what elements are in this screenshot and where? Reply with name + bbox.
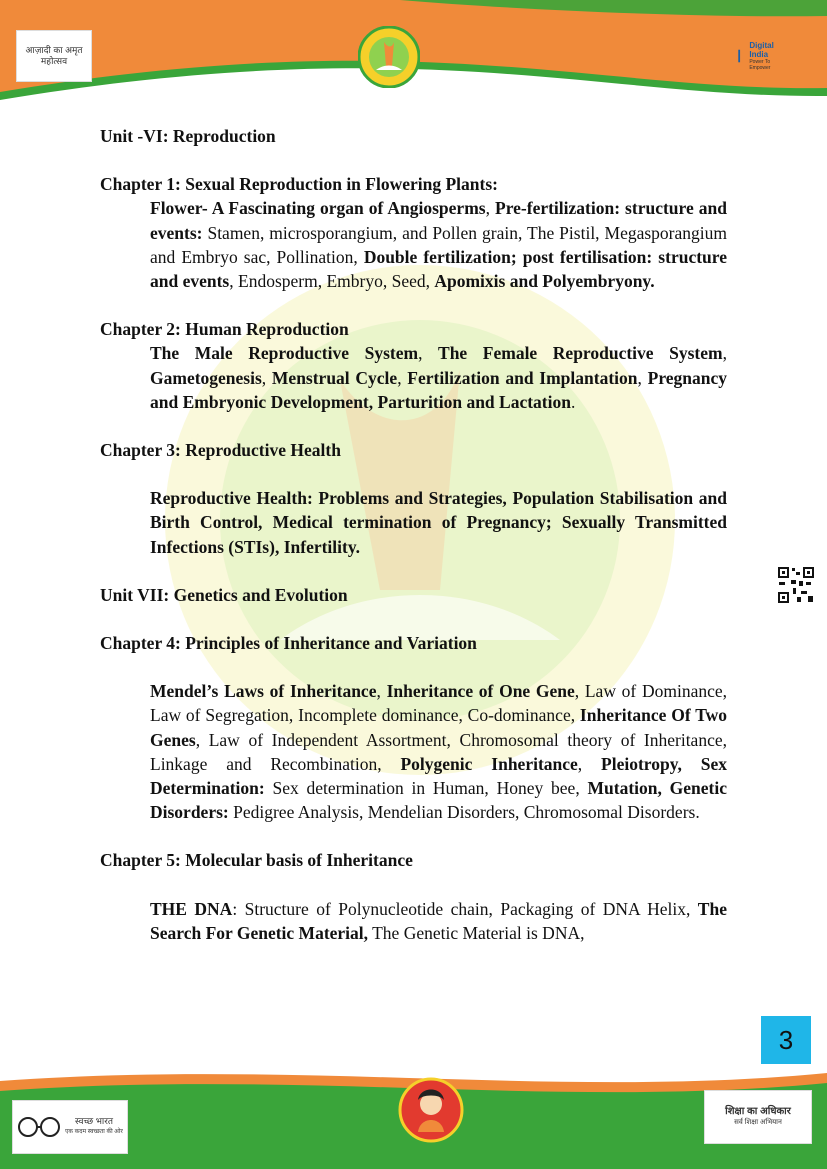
chapter-3-body [150,486,727,559]
digital-india-text: Digital India [749,41,774,59]
chapter-3-title: Chapter 3: Reproductive Health [100,440,341,461]
text-run: Menstrual Cycle [271,367,398,388]
text-run: The Genetic Material is DNA, [368,922,585,943]
text-run: Mendel’s Laws of Inheritance [150,681,377,702]
text-run: Sex determination in Human, Honey bee, [264,778,588,799]
text-run: Pregnancy and Embryonic Development, Parturition and Lactation [150,367,728,412]
text-run: Pleiotropy, Sex Determination: [150,753,727,799]
chapter-4-title: Chapter 4: Principles of Inheritance and Variation [100,633,477,654]
digital-india-icon [732,45,746,67]
digital-india-logo [732,40,790,72]
chapter-1-body [150,196,727,293]
text-run: , Law of Dominance, Law of Segregation, Incomplete dominance, Co-dominance, [150,681,727,726]
text-run: , [397,367,408,388]
swachh-bharat-logo [12,1100,128,1154]
text-run: Double fertilization; post fertilisation: structure and events [150,246,727,292]
text-run: , [261,367,272,388]
swachh-bharat-tagline: एक कदम स्वच्छता की ओर [65,1129,123,1135]
text-run: Stamen, microsporangium, and Pollen grain, The Pistil, Megasporangium and Embryo sac, Pollination, [150,222,727,267]
text-run: , Endosperm, Embryo, Seed, [229,271,435,292]
unit-6-title: Unit -VI: Reproduction [100,126,276,146]
text-run: , [418,343,439,364]
text-run: , [722,343,727,364]
text-run: Pedigree Analysis, Mendelian Disorders, Chromosomal Disorders. [228,802,700,823]
text-run: Pre-fertilization: structure and events: [150,198,727,243]
shiksha-tagline: सर्व शिक्षा अभियान [734,1119,782,1126]
text-run: : Structure of Polynucleotide chain, Packaging of DNA Helix, [232,898,698,919]
beti-bachao-emblem [398,1070,464,1154]
azadi-logo-text: आज़ादी का अमृत महोत्सव [25,45,83,66]
text-run: , [577,753,602,774]
text-run: Reproductive Health: Problems and Strategies, Population Stabilisation and Birth Control, Medical termination of Pregnancy; Sexually Transmitted Infections (STIs), Infertility. [150,488,727,557]
swachh-bharat-text: स्वच्छ भारत [74,1116,114,1126]
text-run: Apomixis and Polyembryony. [434,271,655,292]
page-number: 3 [761,1016,811,1064]
glasses-icon [17,1115,61,1139]
unit-7-title: Unit VII: Genetics and Evolution [100,584,348,605]
chapter-5-body [150,897,727,945]
syllabus-content [100,124,727,945]
qr-code[interactable] [777,566,815,604]
text-run: THE DNA [150,898,233,919]
text-run: Fertilization and Implantation [407,367,638,388]
text-run: . [570,391,576,412]
text-run: Inheritance of One Gene [386,681,575,702]
chapter-4-body [150,679,727,824]
chapter-2-title: Chapter 2: Human Reproduction [100,319,349,340]
azadi-ka-amrit-mahotsav-logo [16,30,92,82]
text-run: , [637,367,648,388]
text-run: , Law of Independent Assortment, Chromosomal theory of Inheritance, Linkage and Recombination, [150,729,727,774]
chapter-2-body [150,341,727,414]
shiksha-ka-adhikar-logo [704,1090,812,1144]
samagra-shiksha-emblem [358,26,420,88]
text-run: , [485,198,495,219]
text-run: The Search For Genetic Material, [150,898,727,943]
text-run: The Male Reproductive System [150,343,419,364]
chapter-5-title: Chapter 5: Molecular basis of Inheritance [100,850,413,871]
text-run: Inheritance Of Two Genes [150,705,727,750]
text-run: Gametogenesis [150,367,262,388]
text-run: Flower- A Fascinating organ of Angiosperms [150,198,486,219]
text-run: , [376,681,387,702]
digital-india-tagline: Power To Empower [749,59,771,71]
shiksha-text: शिक्षा का अधिकार [725,1106,791,1117]
text-run: Mutation, Genetic Disorders: [150,778,728,823]
chapter-1-title: Chapter 1: Sexual Reproduction in Flowering Plants: [100,174,498,195]
text-run: The Female Reproductive System [438,343,723,364]
text-run: Polygenic Inheritance [400,753,578,774]
